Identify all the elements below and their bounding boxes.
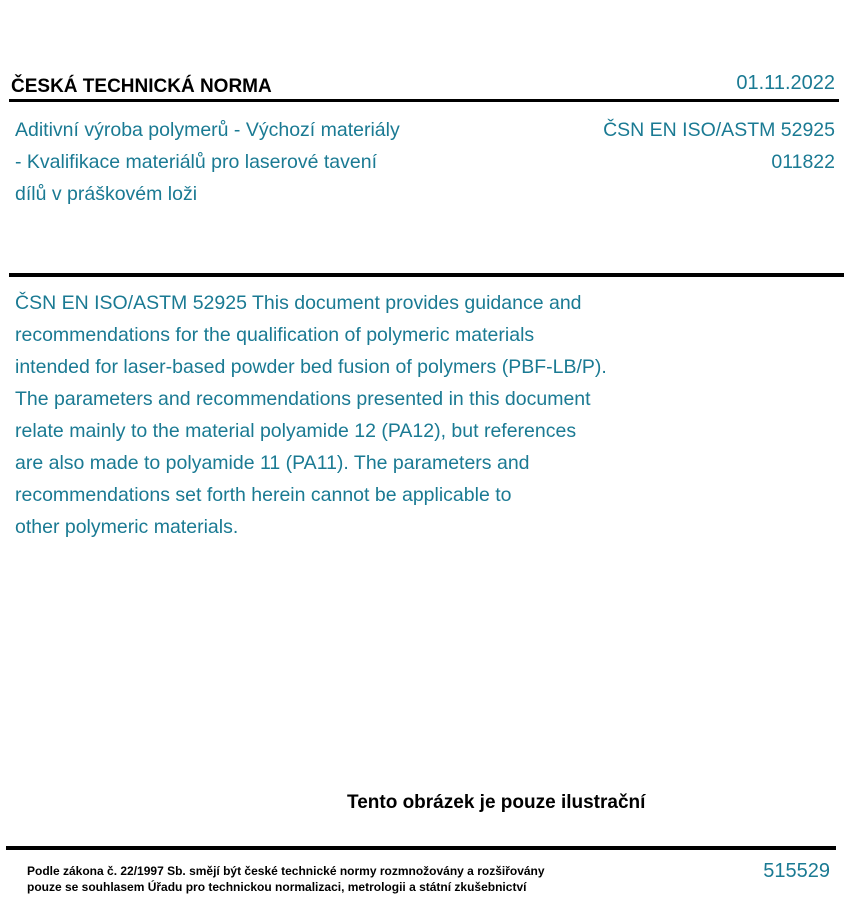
standard-title	[15, 114, 455, 210]
abstract-text	[15, 287, 675, 543]
top-divider	[9, 99, 839, 102]
abstract-line: The parameters and recommendations presented in this document	[15, 388, 591, 410]
bottom-divider	[6, 846, 836, 850]
document-number: 515529	[763, 860, 830, 882]
abstract-line: other polymeric materials.	[15, 516, 239, 538]
illustration-note: Tento obrázek je pouze ilustrační	[347, 792, 646, 813]
legal-line: Podle zákona č. 22/1997 Sb. smějí být české technické normy rozmnožovány a rozšiřovány	[27, 864, 545, 878]
norm-heading: ČESKÁ TECHNICKÁ NORMA	[11, 76, 272, 97]
legal-line: pouze se souhlasem Úřadu pro technickou normalizaci, metrologii a státní zkušebnictví	[27, 880, 527, 894]
legal-notice	[27, 863, 545, 895]
abstract-line: relate mainly to the material polyamide 12 (PA12), but references	[15, 420, 577, 442]
abstract-line: ČSN EN ISO/ASTM 52925 This document provides guidance and	[15, 292, 582, 314]
standard-title-line: Aditivní výroba polymerů - Výchozí materiály	[15, 119, 400, 141]
abstract-line: recommendations set forth herein cannot be applicable to	[15, 484, 512, 506]
standard-designation: ČSN EN ISO/ASTM 52925	[603, 119, 835, 141]
abstract-line: intended for laser-based powder bed fusion of polymers (PBF-LB/P).	[15, 356, 607, 378]
standard-title-line: dílů v práškovém loži	[15, 183, 198, 205]
abstract-line: are also made to polyamide 11 (PA11). The parameters and	[15, 452, 530, 474]
standard-identifiers	[603, 114, 835, 178]
classification-code: 011822	[771, 151, 835, 173]
abstract-line: recommendations for the qualification of polymeric materials	[15, 324, 535, 346]
standard-title-line: - Kvalifikace materiálů pro laserové tavení	[15, 151, 377, 173]
issue-date: 01.11.2022	[736, 72, 835, 94]
middle-divider	[9, 273, 844, 277]
